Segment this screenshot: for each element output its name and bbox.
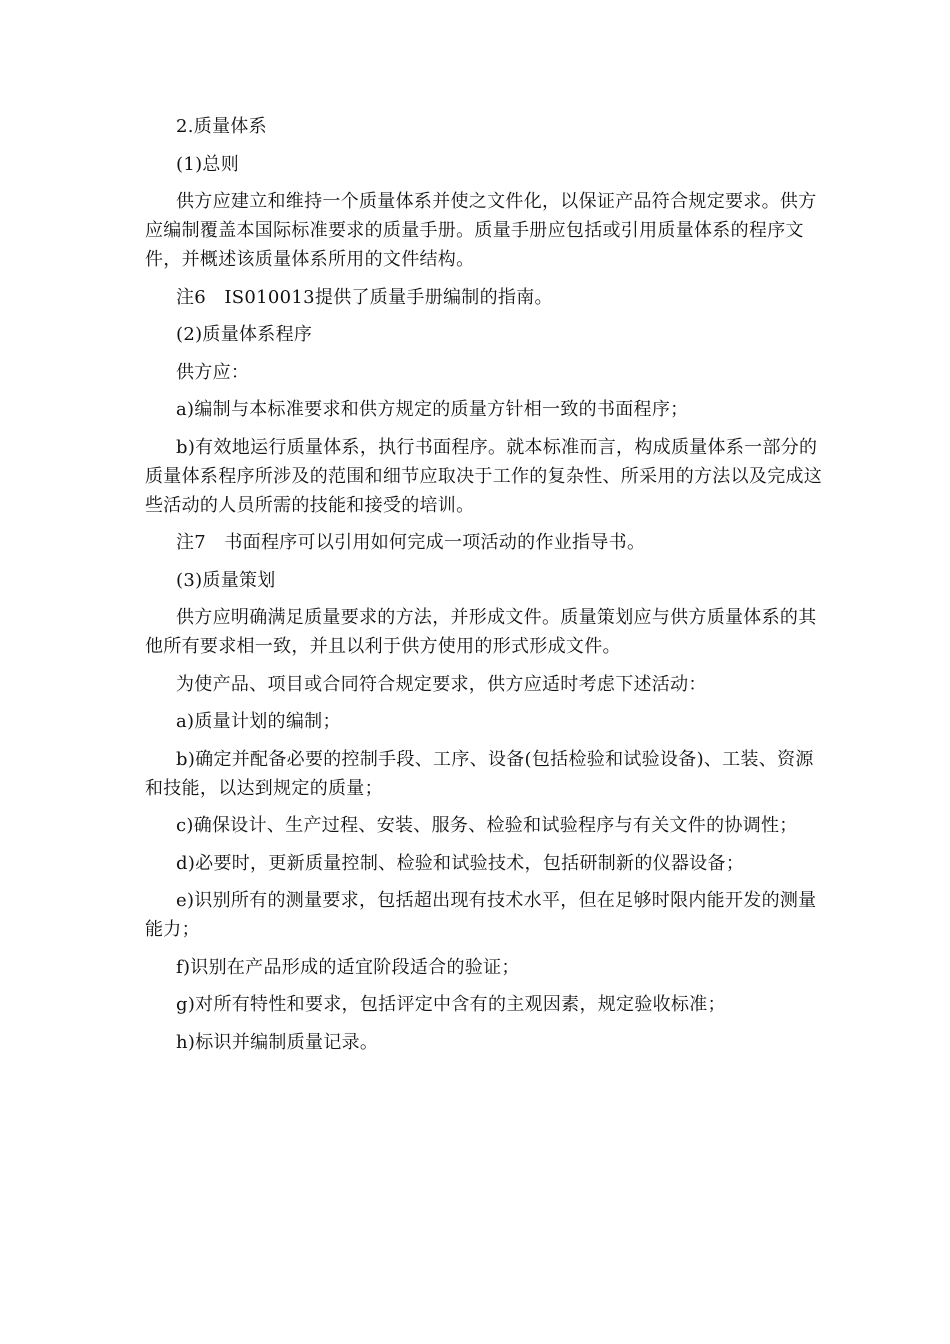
section-heading: 2.质量体系: [176, 116, 267, 137]
body-paragraph: 供方应明确满足质量要求的方法，并形成文件。质量策划应与供方质量体系的其他所有要求相一致，并且以利于供方使用的形式形成文件。: [145, 607, 817, 657]
list-item: b)有效地运行质量体系，执行书面程序。就本标准而言，构成质量体系一部分的质量体系程序所涉及的范围和细节应取决于工作的复杂性、所采用的方法以及完成这些活动的人员所需的技能和接受的培训。: [145, 436, 823, 516]
subsection-heading: (1)总则: [176, 153, 239, 175]
list-item: a)质量计划的编制；: [176, 711, 341, 732]
body-paragraph: 为使产品、项目或合同符合规定要求，供方应适时考虑下述活动：: [176, 673, 707, 695]
body-paragraph: 供方应：: [176, 361, 250, 383]
subsection-heading: (3)质量策划: [176, 569, 276, 591]
list-item: d)必要时，更新质量控制、检验和试验技术，包括研制新的仪器设备；: [176, 852, 745, 874]
list-item: c)确保设计、生产过程、安装、服务、检验和试验程序与有关文件的协调性；: [176, 815, 798, 836]
document-page: [145, 112, 825, 1065]
list-item: f)识别在产品形成的适宜阶段适合的验证；: [176, 956, 520, 978]
note-paragraph: 注7 书面程序可以引用如何完成一项活动的作业指导书。: [176, 532, 646, 553]
list-item: h)标识并编制质量记录。: [176, 1031, 379, 1053]
subsection-heading: (2)质量体系程序: [176, 324, 313, 345]
body-paragraph: 供方应建立和维持一个质量体系并使之文件化，以保证产品符合规定要求。供方应编制覆盖本国际标准要求的质量手册。质量手册应包括或引用质量体系的程序文件，并概述该质量体系所用的文件结构。: [145, 191, 817, 270]
note-paragraph: 注6 IS010013提供了质量手册编制的指南。: [176, 286, 553, 308]
list-item: e)识别所有的测量要求，包括超出现有技术水平，但在足够时限内能开发的测量能力；: [145, 890, 817, 940]
list-item: a)编制与本标准要求和供方规定的质量方针相一致的书面程序；: [176, 399, 689, 420]
list-item: g)对所有特性和要求，包括评定中含有的主观因素，规定验收标准；: [176, 994, 726, 1015]
list-item: b)确定并配备必要的控制手段、工序、设备(包括检验和试验设备)、工装、资源和技能，以达到规定的质量；: [145, 748, 814, 799]
